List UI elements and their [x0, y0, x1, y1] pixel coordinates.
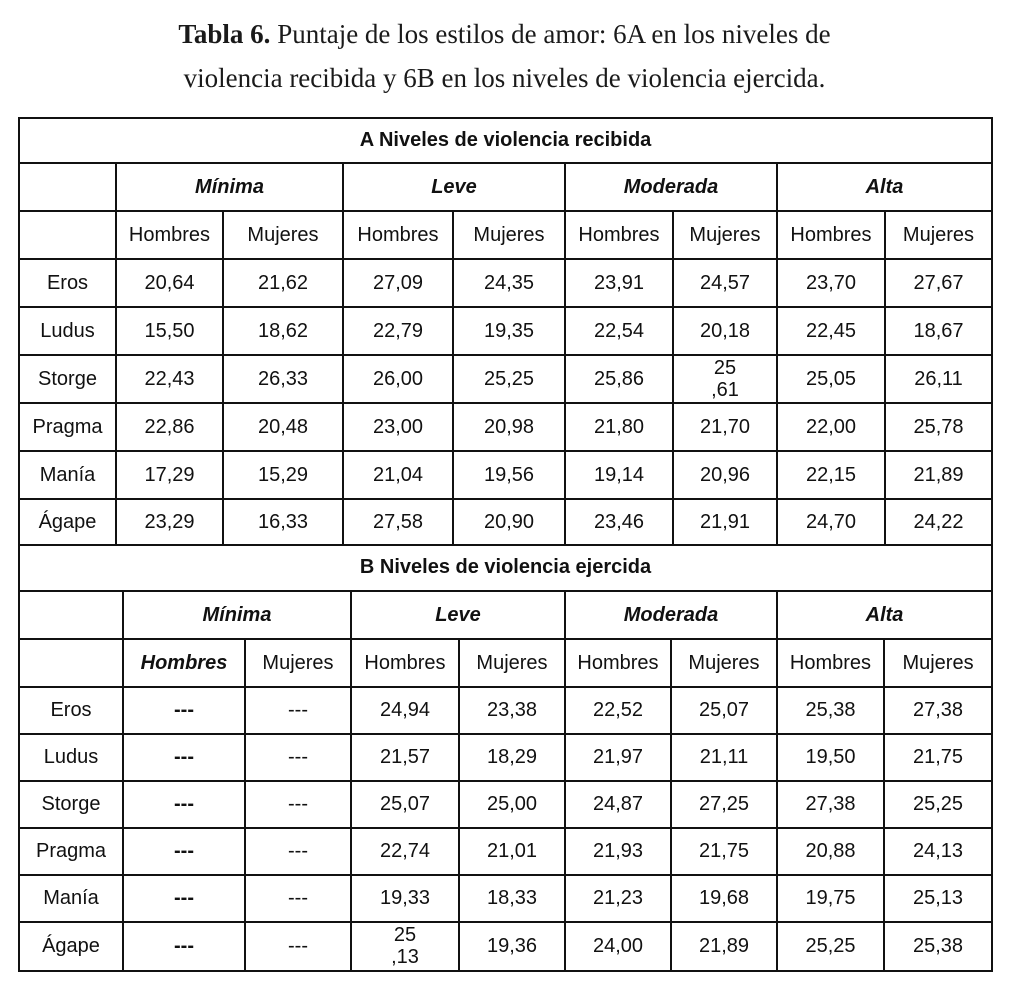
row-label: Storge	[19, 355, 116, 403]
table-cell: 20,88	[777, 828, 884, 875]
table-cell: 19,35	[453, 307, 565, 355]
table-cell: 19,68	[671, 875, 777, 922]
sub-header: Hombres	[565, 639, 671, 687]
sub-header: Mujeres	[223, 211, 343, 259]
table-cell: 21,57	[351, 734, 459, 781]
table-cell: 21,97	[565, 734, 671, 781]
sub-header: Hombres	[777, 211, 885, 259]
table-cell: 23,38	[459, 687, 565, 734]
row-label: Manía	[19, 451, 116, 499]
table-cell: 25,25	[453, 355, 565, 403]
table-cell: 21,04	[343, 451, 453, 499]
table-cell: 18,29	[459, 734, 565, 781]
group-header-minima: Mínima	[123, 591, 351, 639]
table-cell: 25,00	[459, 781, 565, 828]
table-cell: ---	[123, 875, 245, 922]
table-cell: 19,36	[459, 922, 565, 971]
table-cell: 22,45	[777, 307, 885, 355]
sub-header: Hombres	[116, 211, 223, 259]
table-cell: 21,75	[884, 734, 992, 781]
table-cell: 25,07	[351, 781, 459, 828]
table-cell: 25,25	[777, 922, 884, 971]
table-row	[19, 875, 992, 922]
sub-header: Mujeres	[885, 211, 992, 259]
caption-text: Puntaje de los estilos de amor: 6A en los niveles de	[277, 19, 831, 49]
table-cell: 19,75	[777, 875, 884, 922]
sub-header: Hombres	[351, 639, 459, 687]
table-row	[19, 307, 992, 355]
table-cell: 19,33	[351, 875, 459, 922]
data-table	[18, 117, 991, 971]
table-cell: 25,25	[884, 781, 992, 828]
table-cell: 21,62	[223, 259, 343, 307]
table-cell: 24,87	[565, 781, 671, 828]
table-cell: 22,79	[343, 307, 453, 355]
table-cell: 21,89	[671, 922, 777, 971]
table-row	[19, 922, 992, 971]
row-label: Ágape	[19, 922, 123, 971]
table-cell: 26,00	[343, 355, 453, 403]
table-row	[19, 734, 992, 781]
table-cell: 16,33	[223, 499, 343, 545]
table-row	[19, 403, 992, 451]
sub-header: Hombres	[343, 211, 453, 259]
table-cell: 21,93	[565, 828, 671, 875]
table-cell: 19,56	[453, 451, 565, 499]
table-cell: 24,00	[565, 922, 671, 971]
table-cell: 20,90	[453, 499, 565, 545]
table-cell: 20,18	[673, 307, 777, 355]
row-label: Storge	[19, 781, 123, 828]
table-cell: 21,91	[673, 499, 777, 545]
group-header-alta: Alta	[777, 591, 992, 639]
table-cell: 24,94	[351, 687, 459, 734]
empty-corner-cell	[19, 591, 123, 639]
table-row	[19, 259, 992, 307]
table-cell: 19,50	[777, 734, 884, 781]
empty-corner-cell	[19, 211, 116, 259]
table-cell: 23,70	[777, 259, 885, 307]
table-cell: 22,86	[116, 403, 223, 451]
table-cell: 27,38	[777, 781, 884, 828]
group-header-moderada: Moderada	[565, 591, 777, 639]
row-label: Eros	[19, 259, 116, 307]
table-cell: 20,48	[223, 403, 343, 451]
table-cell: 27,25	[671, 781, 777, 828]
table-cell: 25,13	[884, 875, 992, 922]
row-label: Eros	[19, 687, 123, 734]
table-cell: 23,29	[116, 499, 223, 545]
table-cell: 23,91	[565, 259, 673, 307]
table-cell: 21,01	[459, 828, 565, 875]
table-cell: 21,75	[671, 828, 777, 875]
table-cell: 17,29	[116, 451, 223, 499]
table-cell: 24,22	[885, 499, 992, 545]
table-cell: 23,00	[343, 403, 453, 451]
table-cell: 22,54	[565, 307, 673, 355]
table-cell: 26,33	[223, 355, 343, 403]
table-cell: 20,64	[116, 259, 223, 307]
row-label: Manía	[19, 875, 123, 922]
table-cell: 23,46	[565, 499, 673, 545]
row-label: Ágape	[19, 499, 116, 545]
section-a-title: A Niveles de violencia recibida	[19, 118, 992, 163]
group-header-leve: Leve	[343, 163, 565, 211]
group-header-minima: Mínima	[116, 163, 343, 211]
table-cell: 24,13	[884, 828, 992, 875]
table-cell: 27,58	[343, 499, 453, 545]
table-cell: ---	[245, 922, 351, 971]
section-b	[18, 544, 991, 971]
wrapped-value: 25 ,13	[391, 924, 419, 968]
table-cell: 22,00	[777, 403, 885, 451]
table-cell: 15,29	[223, 451, 343, 499]
table-cell: 25,86	[565, 355, 673, 403]
row-label: Ludus	[19, 734, 123, 781]
sub-header: Mujeres	[245, 639, 351, 687]
table-cell: 20,98	[453, 403, 565, 451]
sub-header: Hombres	[123, 639, 245, 687]
table-cell: 27,38	[884, 687, 992, 734]
sub-header: Mujeres	[671, 639, 777, 687]
table-cell: 19,14	[565, 451, 673, 499]
table-cell: 18,62	[223, 307, 343, 355]
sub-header: Hombres	[777, 639, 884, 687]
table-cell: 22,74	[351, 828, 459, 875]
table-row	[19, 828, 992, 875]
table-row	[19, 499, 992, 545]
table-cell: 27,09	[343, 259, 453, 307]
table-cell: 25,78	[885, 403, 992, 451]
table-cell: 21,89	[885, 451, 992, 499]
table-cell: 24,35	[453, 259, 565, 307]
sub-header: Mujeres	[884, 639, 992, 687]
table-cell: 18,33	[459, 875, 565, 922]
table-cell: ---	[123, 828, 245, 875]
table-cell: 21,70	[673, 403, 777, 451]
table-cell: 15,50	[116, 307, 223, 355]
caption-line-1	[0, 12, 1009, 56]
table-cell: 21,11	[671, 734, 777, 781]
caption-line-2: violencia recibida y 6B en los niveles de violencia ejercida.	[183, 63, 826, 93]
section-a-table	[18, 117, 993, 546]
table-cell: ---	[123, 922, 245, 971]
table-cell: 25,05	[777, 355, 885, 403]
caption-label: Tabla 6.	[178, 19, 271, 49]
row-label: Ludus	[19, 307, 116, 355]
sub-header: Mujeres	[673, 211, 777, 259]
table-row	[19, 687, 992, 734]
table-row	[19, 781, 992, 828]
section-b-table	[18, 544, 993, 972]
table-cell: 25,07	[671, 687, 777, 734]
table-cell: 20,96	[673, 451, 777, 499]
table-caption	[0, 12, 1009, 100]
section-b-title: B Niveles de violencia ejercida	[19, 544, 992, 591]
sub-header: Hombres	[565, 211, 673, 259]
empty-corner-cell	[19, 163, 116, 211]
sub-header: Mujeres	[459, 639, 565, 687]
table-cell	[351, 922, 459, 971]
table-cell	[673, 355, 777, 403]
table-cell: ---	[123, 687, 245, 734]
group-header-leve: Leve	[351, 591, 565, 639]
table-row	[19, 355, 992, 403]
group-header-moderada: Moderada	[565, 163, 777, 211]
table-cell: 27,67	[885, 259, 992, 307]
table-cell: ---	[123, 781, 245, 828]
table-cell: 26,11	[885, 355, 992, 403]
table-cell: 24,70	[777, 499, 885, 545]
wrapped-value: 25 ,61	[711, 356, 739, 401]
table-cell: 25,38	[884, 922, 992, 971]
table-cell: 22,52	[565, 687, 671, 734]
sub-header: Mujeres	[453, 211, 565, 259]
group-header-alta: Alta	[777, 163, 992, 211]
table-row	[19, 451, 992, 499]
table-cell: ---	[245, 687, 351, 734]
table-cell: ---	[245, 734, 351, 781]
table-cell: ---	[245, 875, 351, 922]
table-cell: 24,57	[673, 259, 777, 307]
section-a	[18, 117, 991, 544]
table-cell: 21,80	[565, 403, 673, 451]
table-cell: 22,43	[116, 355, 223, 403]
table-cell: 22,15	[777, 451, 885, 499]
table-cell: 21,23	[565, 875, 671, 922]
table-cell: ---	[123, 734, 245, 781]
table-cell: 25,38	[777, 687, 884, 734]
row-label: Pragma	[19, 403, 116, 451]
table-cell: 18,67	[885, 307, 992, 355]
empty-corner-cell	[19, 639, 123, 687]
table-cell: ---	[245, 781, 351, 828]
row-label: Pragma	[19, 828, 123, 875]
table-cell: ---	[245, 828, 351, 875]
